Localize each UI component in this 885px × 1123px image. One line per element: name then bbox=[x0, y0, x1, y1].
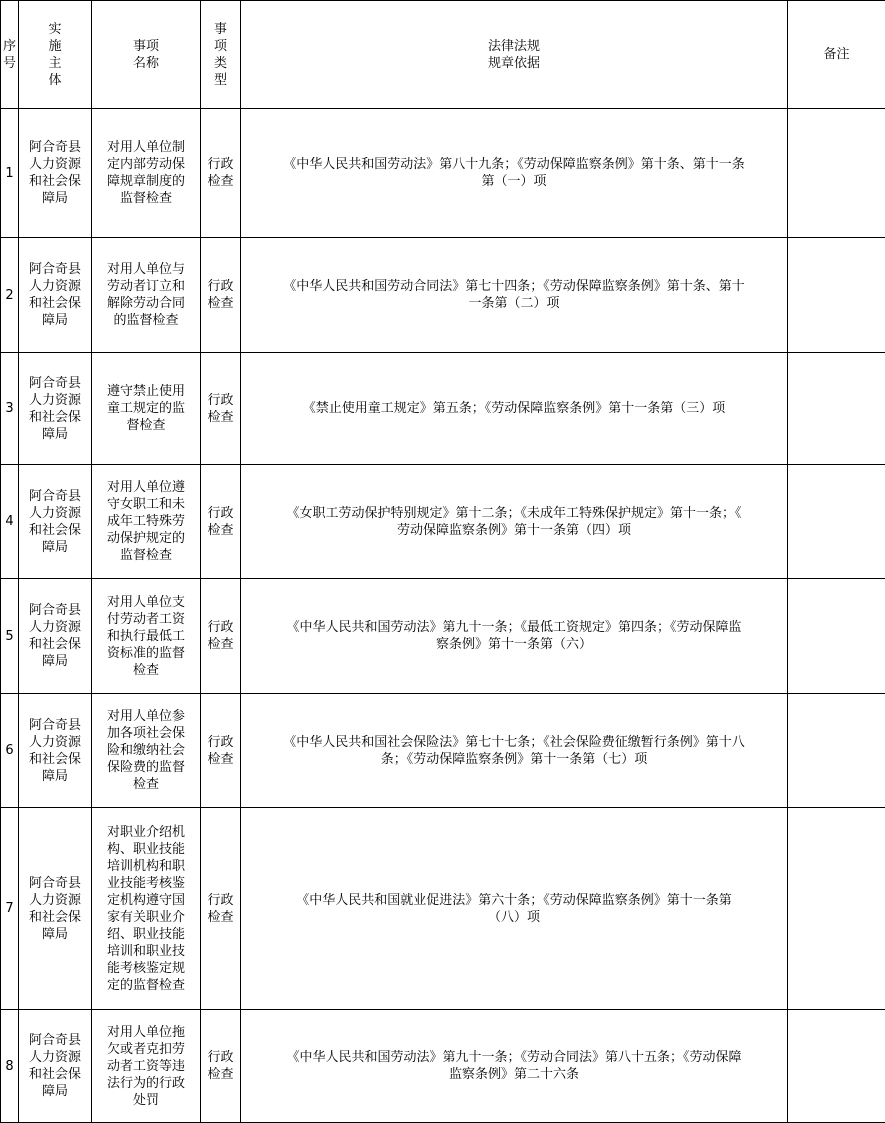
header-seq: 序 号 bbox=[1, 1, 19, 109]
table-row bbox=[1, 109, 885, 238]
row-seq: 4 bbox=[1, 465, 19, 579]
row-remarks bbox=[788, 465, 885, 579]
row-item-type: 行政 检查 bbox=[201, 465, 241, 579]
row-legal-basis: 《中华人民共和国劳动法》第九十一条；《最低工资规定》第四条；《劳动保障监 察条例》第十一条第（六） bbox=[241, 579, 788, 694]
row-remarks bbox=[788, 109, 885, 238]
row-remarks bbox=[788, 808, 885, 1010]
row-item-name: 对用人单位遵 守女职工和未 成年工特殊劳 动保护规定的 监督检查 bbox=[92, 465, 201, 579]
row-subject: 阿合奇县 人力资源 和社会保 障局 bbox=[19, 694, 92, 808]
row-legal-basis: 《中华人民共和国劳动法》第八十九条；《劳动保障监察条例》第十条、第十一条 第（一）项 bbox=[241, 109, 788, 238]
row-seq: 2 bbox=[1, 238, 19, 353]
row-item-name: 对职业介绍机 构、职业技能 培训机构和职 业技能考核鉴 定机构遵守国 家有关职业介 绍、职业技能 培训和职业技 能考核鉴定规 定的监督检查 bbox=[92, 808, 201, 1010]
row-seq: 1 bbox=[1, 109, 19, 238]
row-item-type: 行政 检查 bbox=[201, 694, 241, 808]
table-row bbox=[1, 1010, 885, 1123]
row-subject: 阿合奇县 人力资源 和社会保 障局 bbox=[19, 465, 92, 579]
row-item-name: 对用人单位制 定内部劳动保 障规章制度的 监督检查 bbox=[92, 109, 201, 238]
header-subject: 实 施 主 体 bbox=[19, 1, 92, 109]
table-row bbox=[1, 808, 885, 1010]
row-item-name: 对用人单位拖 欠或者克扣劳 动者工资等违 法行为的行政 处罚 bbox=[92, 1010, 201, 1123]
table-row bbox=[1, 694, 885, 808]
row-seq: 7 bbox=[1, 808, 19, 1010]
row-legal-basis: 《女职工劳动保护特别规定》第十二条；《未成年工特殊保护规定》第十一条；《 劳动保障监察条例》第十一条第（四）项 bbox=[241, 465, 788, 579]
row-seq: 8 bbox=[1, 1010, 19, 1123]
row-subject: 阿合奇县 人力资源 和社会保 障局 bbox=[19, 353, 92, 465]
row-subject: 阿合奇县 人力资源 和社会保 障局 bbox=[19, 808, 92, 1010]
header-legal-basis: 法律法规 规章依据 bbox=[241, 1, 788, 109]
table-row bbox=[1, 579, 885, 694]
row-remarks bbox=[788, 1010, 885, 1123]
row-item-name: 对用人单位参 加各项社会保 险和缴纳社会 保险费的监督 检查 bbox=[92, 694, 201, 808]
row-item-type: 行政 检查 bbox=[201, 579, 241, 694]
row-item-name: 遵守禁止使用 童工规定的监 督检查 bbox=[92, 353, 201, 465]
row-legal-basis: 《禁止使用童工规定》第五条；《劳动保障监察条例》第十一条第（三）项 bbox=[241, 353, 788, 465]
row-subject: 阿合奇县 人力资源 和社会保 障局 bbox=[19, 238, 92, 353]
table-row bbox=[1, 465, 885, 579]
header-remarks: 备注 bbox=[788, 1, 885, 109]
row-item-name: 对用人单位与 劳动者订立和 解除劳动合同 的监督检查 bbox=[92, 238, 201, 353]
row-subject: 阿合奇县 人力资源 和社会保 障局 bbox=[19, 1010, 92, 1123]
row-item-type: 行政 检查 bbox=[201, 109, 241, 238]
header-item-name: 事项 名称 bbox=[92, 1, 201, 109]
row-legal-basis: 《中华人民共和国劳动法》第九十一条；《劳动合同法》第八十五条；《劳动保障 监察条例》第二十六条 bbox=[241, 1010, 788, 1123]
table-row bbox=[1, 353, 885, 465]
table-row bbox=[1, 238, 885, 353]
row-legal-basis: 《中华人民共和国就业促进法》第六十条；《劳动保障监察条例》第十一条第 （八）项 bbox=[241, 808, 788, 1010]
row-remarks bbox=[788, 579, 885, 694]
row-seq: 5 bbox=[1, 579, 19, 694]
row-subject: 阿合奇县 人力资源 和社会保 障局 bbox=[19, 579, 92, 694]
row-remarks bbox=[788, 238, 885, 353]
row-item-name: 对用人单位支 付劳动者工资 和执行最低工 资标准的监督 检查 bbox=[92, 579, 201, 694]
row-item-type: 行政 检查 bbox=[201, 238, 241, 353]
row-item-type: 行政 检查 bbox=[201, 1010, 241, 1123]
row-remarks bbox=[788, 353, 885, 465]
header-item-type: 事 项 类 型 bbox=[201, 1, 241, 109]
row-subject: 阿合奇县 人力资源 和社会保 障局 bbox=[19, 109, 92, 238]
row-seq: 6 bbox=[1, 694, 19, 808]
row-legal-basis: 《中华人民共和国社会保险法》第七十七条；《社会保险费征缴暂行条例》第十八 条；《劳动保障监察条例》第十一条第（七）项 bbox=[241, 694, 788, 808]
row-item-type: 行政 检查 bbox=[201, 353, 241, 465]
row-seq: 3 bbox=[1, 353, 19, 465]
row-legal-basis: 《中华人民共和国劳动合同法》第七十四条；《劳动保障监察条例》第十条、第十 一条第（二）项 bbox=[241, 238, 788, 353]
row-item-type: 行政 检查 bbox=[201, 808, 241, 1010]
header-row bbox=[1, 1, 885, 109]
row-remarks bbox=[788, 694, 885, 808]
